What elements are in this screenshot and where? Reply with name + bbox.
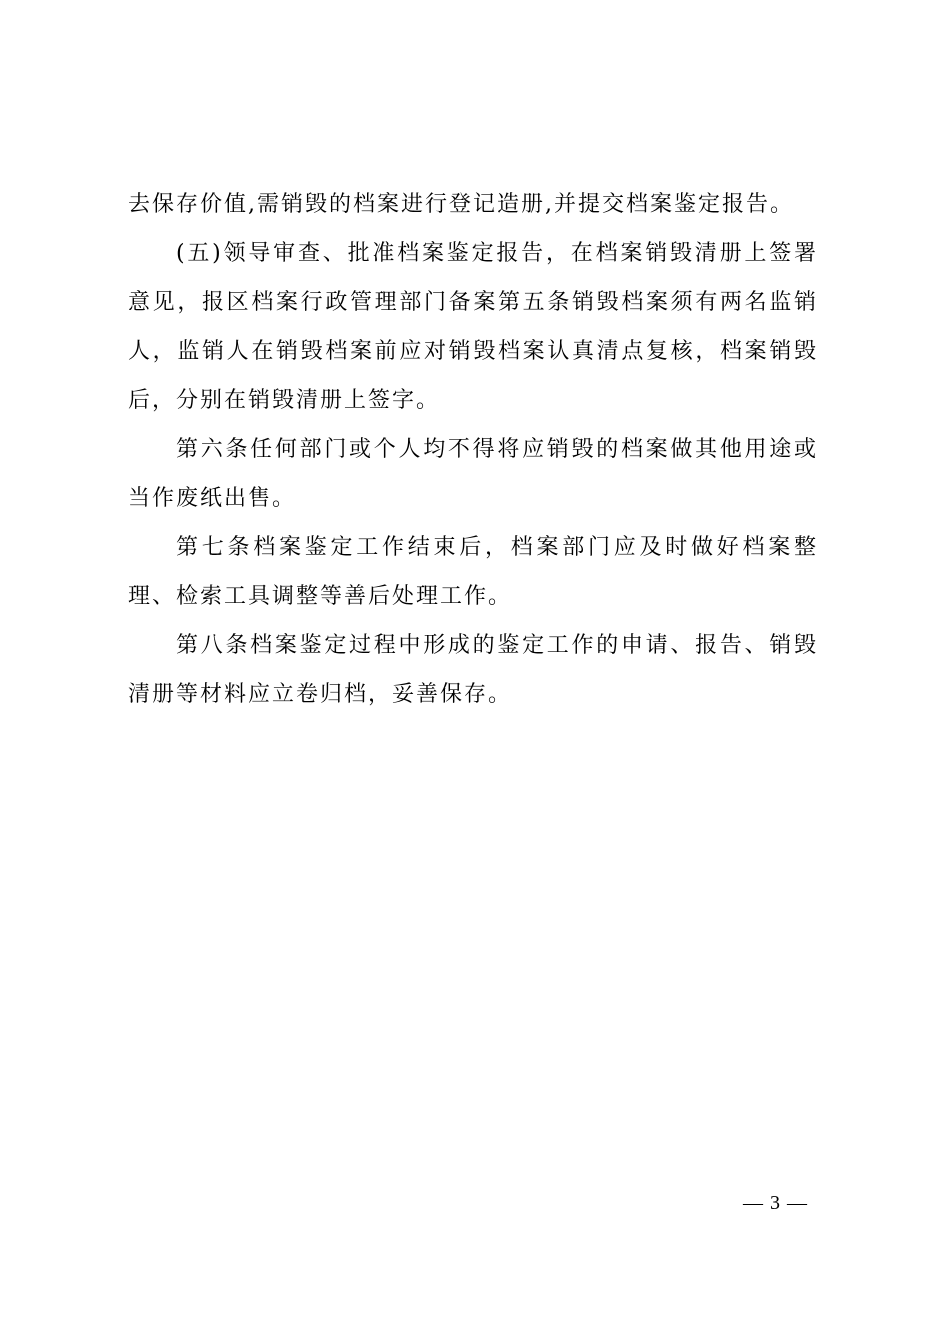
paragraph-continuation: 去保存价值,需销毁的档案进行登记造册,并提交档案鉴定报告。 (128, 192, 794, 217)
paragraph-article-eight: 第八条档案鉴定过程中形成的鉴定工作的申请、报告、销毁清册等材料应立卷归档，妥善保存。 (128, 633, 818, 707)
paragraph-item-five: (五)领导审查、批准档案鉴定报告，在档案销毁清册上签署意见，报区档案行政管理部门备案第五条销毁档案须有两名监销人，监销人在销毁档案前应对销毁档案认真清点复核，档案销毁后，分别在销毁清册上签字。 (128, 241, 818, 413)
paragraph-article-six: 第六条任何部门或个人均不得将应销毁的档案做其他用途或当作废纸出售。 (128, 437, 818, 511)
page-number: — 3 — (743, 1192, 808, 1214)
document-body (128, 180, 818, 719)
paragraph-article-seven: 第七条档案鉴定工作结束后，档案部门应及时做好档案整理、检索工具调整等善后处理工作。 (128, 535, 818, 609)
